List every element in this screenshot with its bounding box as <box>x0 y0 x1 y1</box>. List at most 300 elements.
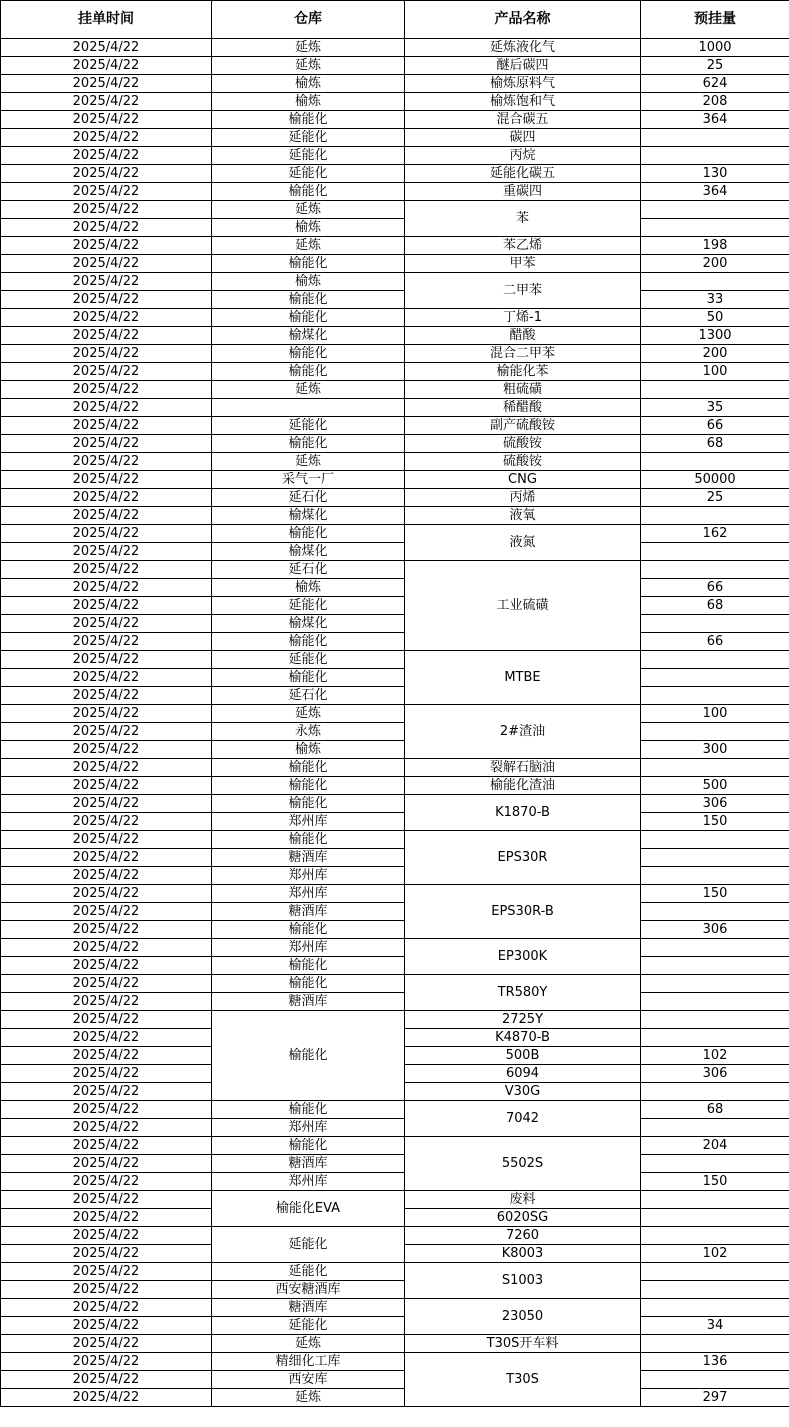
date-cell: 2025/4/22 <box>1 309 212 327</box>
quantity-cell: 136 <box>641 1353 789 1371</box>
table-row <box>1 795 789 813</box>
date-cell: 2025/4/22 <box>1 1047 212 1065</box>
date-cell: 2025/4/22 <box>1 1065 212 1083</box>
table-row <box>1 669 789 687</box>
product-cell: 醋酸 <box>405 327 641 345</box>
table-row <box>1 237 789 255</box>
product-cell: 榆能化渣油 <box>405 777 641 795</box>
date-cell: 2025/4/22 <box>1 183 212 201</box>
table-row <box>1 1227 789 1245</box>
date-cell: 2025/4/22 <box>1 1011 212 1029</box>
date-cell: 2025/4/22 <box>1 273 212 291</box>
product-cell: EPS30R <box>405 831 641 885</box>
quantity-cell: 162 <box>641 525 789 543</box>
table-row <box>1 1263 789 1281</box>
date-cell: 2025/4/22 <box>1 741 212 759</box>
quantity-cell: 33 <box>641 291 789 309</box>
table-row <box>1 561 789 579</box>
date-cell: 2025/4/22 <box>1 615 212 633</box>
date-cell: 2025/4/22 <box>1 651 212 669</box>
table-row <box>1 489 789 507</box>
header-quantity: 预挂量 <box>641 1 789 39</box>
table-row <box>1 1173 789 1191</box>
product-cell: 2#渣油 <box>405 705 641 759</box>
product-cell: EPS30R-B <box>405 885 641 939</box>
date-cell: 2025/4/22 <box>1 1083 212 1101</box>
warehouse-cell: 郑州库 <box>212 1119 405 1137</box>
warehouse-cell: 西安糖酒库 <box>212 1281 405 1299</box>
warehouse-cell: 榆能化 <box>212 1137 405 1155</box>
quantity-cell <box>641 453 789 471</box>
table-row <box>1 201 789 219</box>
quantity-cell: 208 <box>641 93 789 111</box>
date-cell: 2025/4/22 <box>1 759 212 777</box>
quantity-cell: 500 <box>641 777 789 795</box>
table-row <box>1 1101 789 1119</box>
table-row <box>1 1389 789 1407</box>
quantity-cell: 306 <box>641 921 789 939</box>
quantity-cell: 68 <box>641 435 789 453</box>
warehouse-cell: 榆能化 <box>212 975 405 993</box>
date-cell: 2025/4/22 <box>1 489 212 507</box>
quantity-cell: 100 <box>641 363 789 381</box>
date-cell: 2025/4/22 <box>1 129 212 147</box>
table-row <box>1 705 789 723</box>
warehouse-cell: 延能化 <box>212 1317 405 1335</box>
warehouse-cell: 榆炼 <box>212 579 405 597</box>
table-row <box>1 417 789 435</box>
product-cell: T30S开车料 <box>405 1335 641 1353</box>
quantity-cell <box>641 1281 789 1299</box>
table-row <box>1 939 789 957</box>
quantity-cell: 66 <box>641 579 789 597</box>
warehouse-cell: 延炼 <box>212 237 405 255</box>
quantity-cell <box>641 957 789 975</box>
date-cell: 2025/4/22 <box>1 867 212 885</box>
product-cell: 废料 <box>405 1191 641 1209</box>
quantity-cell <box>641 867 789 885</box>
table-row <box>1 57 789 75</box>
warehouse-cell: 延能化 <box>212 147 405 165</box>
date-cell: 2025/4/22 <box>1 1209 212 1227</box>
warehouse-cell: 延能化 <box>212 165 405 183</box>
table-row <box>1 957 789 975</box>
quantity-cell: 25 <box>641 57 789 75</box>
quantity-cell: 34 <box>641 1317 789 1335</box>
table-row <box>1 147 789 165</box>
table-row <box>1 1335 789 1353</box>
date-cell: 2025/4/22 <box>1 1353 212 1371</box>
table-row <box>1 309 789 327</box>
date-cell: 2025/4/22 <box>1 327 212 345</box>
date-cell: 2025/4/22 <box>1 1281 212 1299</box>
product-cell: 5502S <box>405 1137 641 1191</box>
quantity-cell: 66 <box>641 417 789 435</box>
warehouse-cell: 榆能化 <box>212 921 405 939</box>
product-cell: 醚后碳四 <box>405 57 641 75</box>
header-row <box>1 1 789 39</box>
product-cell: 500B <box>405 1047 641 1065</box>
warehouse-cell: 延炼 <box>212 1389 405 1407</box>
warehouse-cell: 榆能化 <box>212 435 405 453</box>
product-cell: 6020SG <box>405 1209 641 1227</box>
table-row <box>1 1281 789 1299</box>
warehouse-cell: 延能化 <box>212 1227 405 1263</box>
date-cell: 2025/4/22 <box>1 921 212 939</box>
quantity-cell <box>641 1011 789 1029</box>
quantity-cell: 150 <box>641 885 789 903</box>
date-cell: 2025/4/22 <box>1 1299 212 1317</box>
warehouse-cell: 延能化 <box>212 129 405 147</box>
table-row <box>1 471 789 489</box>
table-row <box>1 93 789 111</box>
date-cell: 2025/4/22 <box>1 723 212 741</box>
date-cell: 2025/4/22 <box>1 75 212 93</box>
quantity-cell: 130 <box>641 165 789 183</box>
product-cell: 稀醋酸 <box>405 399 641 417</box>
table-row <box>1 651 789 669</box>
warehouse-cell: 榆能化 <box>212 345 405 363</box>
quantity-cell <box>641 561 789 579</box>
warehouse-cell: 郑州库 <box>212 939 405 957</box>
warehouse-cell: 榆煤化 <box>212 507 405 525</box>
quantity-cell <box>641 1083 789 1101</box>
warehouse-cell: 郑州库 <box>212 1173 405 1191</box>
table-row <box>1 1011 789 1029</box>
header-date: 挂单时间 <box>1 1 212 39</box>
date-cell: 2025/4/22 <box>1 1263 212 1281</box>
warehouse-cell: 糖酒库 <box>212 1155 405 1173</box>
date-cell: 2025/4/22 <box>1 201 212 219</box>
product-cell: 7260 <box>405 1227 641 1245</box>
product-cell: 工业硫磺 <box>405 561 641 651</box>
quantity-cell: 150 <box>641 813 789 831</box>
quantity-cell <box>641 1335 789 1353</box>
table-row <box>1 1155 789 1173</box>
product-cell: S1003 <box>405 1263 641 1299</box>
warehouse-cell: 延炼 <box>212 39 405 57</box>
product-cell: 混合二甲苯 <box>405 345 641 363</box>
table-row <box>1 129 789 147</box>
date-cell: 2025/4/22 <box>1 1317 212 1335</box>
warehouse-cell: 郑州库 <box>212 813 405 831</box>
quantity-cell <box>641 1191 789 1209</box>
table-row <box>1 813 789 831</box>
date-cell: 2025/4/22 <box>1 255 212 273</box>
table-row <box>1 435 789 453</box>
quantity-cell <box>641 1371 789 1389</box>
warehouse-cell: 榆能化 <box>212 1101 405 1119</box>
quantity-cell: 68 <box>641 597 789 615</box>
warehouse-cell: 永炼 <box>212 723 405 741</box>
date-cell: 2025/4/22 <box>1 1227 212 1245</box>
quantity-cell <box>641 651 789 669</box>
table-row <box>1 111 789 129</box>
quantity-cell <box>641 273 789 291</box>
date-cell: 2025/4/22 <box>1 471 212 489</box>
quantity-cell: 50 <box>641 309 789 327</box>
quantity-cell <box>641 1263 789 1281</box>
warehouse-cell: 采气一厂 <box>212 471 405 489</box>
warehouse-cell: 榆能化 <box>212 111 405 129</box>
quantity-cell: 200 <box>641 345 789 363</box>
warehouse-cell: 榆能化 <box>212 363 405 381</box>
quantity-cell: 204 <box>641 1137 789 1155</box>
date-cell: 2025/4/22 <box>1 993 212 1011</box>
date-cell: 2025/4/22 <box>1 579 212 597</box>
table-row <box>1 255 789 273</box>
quantity-cell <box>641 1209 789 1227</box>
table-row <box>1 903 789 921</box>
warehouse-cell: 糖酒库 <box>212 1299 405 1317</box>
quantity-cell <box>641 507 789 525</box>
warehouse-cell: 延炼 <box>212 381 405 399</box>
date-cell: 2025/4/22 <box>1 975 212 993</box>
table-row <box>1 363 789 381</box>
date-cell: 2025/4/22 <box>1 345 212 363</box>
quantity-cell: 297 <box>641 1389 789 1407</box>
warehouse-cell: 榆能化 <box>212 633 405 651</box>
quantity-cell <box>641 147 789 165</box>
table-row <box>1 543 789 561</box>
warehouse-cell: 延石化 <box>212 561 405 579</box>
date-cell: 2025/4/22 <box>1 507 212 525</box>
product-cell: T30S <box>405 1353 641 1407</box>
table-row <box>1 165 789 183</box>
date-cell: 2025/4/22 <box>1 453 212 471</box>
quantity-cell: 102 <box>641 1047 789 1065</box>
product-cell: V30G <box>405 1083 641 1101</box>
quantity-cell: 25 <box>641 489 789 507</box>
warehouse-cell: 郑州库 <box>212 867 405 885</box>
date-cell: 2025/4/22 <box>1 1191 212 1209</box>
warehouse-cell: 延石化 <box>212 687 405 705</box>
quantity-cell: 102 <box>641 1245 789 1263</box>
product-cell: 硫酸铵 <box>405 453 641 471</box>
date-cell: 2025/4/22 <box>1 399 212 417</box>
table-row <box>1 453 789 471</box>
product-cell: CNG <box>405 471 641 489</box>
product-cell: MTBE <box>405 651 641 705</box>
warehouse-cell: 糖酒库 <box>212 903 405 921</box>
quantity-cell <box>641 1029 789 1047</box>
date-cell: 2025/4/22 <box>1 1245 212 1263</box>
date-cell: 2025/4/22 <box>1 1101 212 1119</box>
table-row <box>1 993 789 1011</box>
date-cell: 2025/4/22 <box>1 1173 212 1191</box>
product-cell: 丙烯 <box>405 489 641 507</box>
table-row <box>1 1353 789 1371</box>
date-cell: 2025/4/22 <box>1 165 212 183</box>
table-row <box>1 39 789 57</box>
quantity-cell: 364 <box>641 183 789 201</box>
date-cell: 2025/4/22 <box>1 435 212 453</box>
date-cell: 2025/4/22 <box>1 1119 212 1137</box>
quantity-cell <box>641 849 789 867</box>
date-cell: 2025/4/22 <box>1 417 212 435</box>
date-cell: 2025/4/22 <box>1 39 212 57</box>
quantity-cell: 68 <box>641 1101 789 1119</box>
warehouse-cell: 榆能化 <box>212 831 405 849</box>
quantity-cell: 1300 <box>641 327 789 345</box>
table-row <box>1 183 789 201</box>
table-row <box>1 633 789 651</box>
table-row <box>1 597 789 615</box>
warehouse-cell: 延能化 <box>212 597 405 615</box>
quantity-cell: 100 <box>641 705 789 723</box>
warehouse-cell: 糖酒库 <box>212 993 405 1011</box>
table-body <box>1 39 789 1407</box>
date-cell: 2025/4/22 <box>1 849 212 867</box>
product-cell: 苯 <box>405 201 641 237</box>
date-cell: 2025/4/22 <box>1 237 212 255</box>
quantity-cell: 198 <box>641 237 789 255</box>
date-cell: 2025/4/22 <box>1 831 212 849</box>
product-cell: 裂解石脑油 <box>405 759 641 777</box>
product-cell: 重碳四 <box>405 183 641 201</box>
product-cell: 榆能化苯 <box>405 363 641 381</box>
table-row <box>1 1137 789 1155</box>
warehouse-cell: 延炼 <box>212 453 405 471</box>
date-cell: 2025/4/22 <box>1 1137 212 1155</box>
table-row <box>1 273 789 291</box>
quantity-cell <box>641 759 789 777</box>
date-cell: 2025/4/22 <box>1 291 212 309</box>
warehouse-cell: 榆能化 <box>212 777 405 795</box>
header-product: 产品名称 <box>405 1 641 39</box>
product-cell: 副产硫酸铵 <box>405 417 641 435</box>
quantity-cell <box>641 1299 789 1317</box>
quantity-cell <box>641 1227 789 1245</box>
product-cell: 混合碳五 <box>405 111 641 129</box>
warehouse-cell: 延炼 <box>212 57 405 75</box>
warehouse-cell: 榆能化 <box>212 309 405 327</box>
date-cell: 2025/4/22 <box>1 885 212 903</box>
quantity-cell: 306 <box>641 1065 789 1083</box>
quantity-cell: 200 <box>641 255 789 273</box>
table-row <box>1 1119 789 1137</box>
date-cell: 2025/4/22 <box>1 903 212 921</box>
quantity-cell <box>641 975 789 993</box>
table-row <box>1 741 789 759</box>
warehouse-cell: 榆能化 <box>212 795 405 813</box>
warehouse-cell: 榆能化 <box>212 1011 405 1101</box>
warehouse-cell: 榆煤化 <box>212 615 405 633</box>
date-cell: 2025/4/22 <box>1 669 212 687</box>
table-row <box>1 777 789 795</box>
quantity-cell <box>641 381 789 399</box>
warehouse-cell: 西安库 <box>212 1371 405 1389</box>
table-row <box>1 525 789 543</box>
warehouse-cell: 榆能化 <box>212 525 405 543</box>
date-cell: 2025/4/22 <box>1 813 212 831</box>
table-row <box>1 921 789 939</box>
warehouse-cell: 榆炼 <box>212 93 405 111</box>
table-row <box>1 1371 789 1389</box>
product-cell: EP300K <box>405 939 641 975</box>
warehouse-cell: 延石化 <box>212 489 405 507</box>
quantity-cell <box>641 1155 789 1173</box>
quantity-cell: 50000 <box>641 471 789 489</box>
quantity-cell <box>641 1119 789 1137</box>
warehouse-cell: 榆能化 <box>212 255 405 273</box>
date-cell: 2025/4/22 <box>1 561 212 579</box>
product-cell: 液氧 <box>405 507 641 525</box>
table-row <box>1 75 789 93</box>
quantity-cell <box>641 201 789 219</box>
table-row <box>1 885 789 903</box>
date-cell: 2025/4/22 <box>1 93 212 111</box>
quantity-cell <box>641 543 789 561</box>
product-cell: K1870-B <box>405 795 641 831</box>
date-cell: 2025/4/22 <box>1 777 212 795</box>
warehouse-cell: 榆炼 <box>212 75 405 93</box>
product-cell: 丙烷 <box>405 147 641 165</box>
date-cell: 2025/4/22 <box>1 219 212 237</box>
warehouse-cell: 榆能化EVA <box>212 1191 405 1227</box>
date-cell: 2025/4/22 <box>1 1371 212 1389</box>
warehouse-cell: 榆能化 <box>212 759 405 777</box>
date-cell: 2025/4/22 <box>1 939 212 957</box>
warehouse-cell: 延能化 <box>212 651 405 669</box>
warehouse-cell: 榆能化 <box>212 957 405 975</box>
product-cell: 榆炼原料气 <box>405 75 641 93</box>
warehouse-cell <box>212 399 405 417</box>
product-cell: 延能化碳五 <box>405 165 641 183</box>
warehouse-cell: 榆炼 <box>212 219 405 237</box>
date-cell: 2025/4/22 <box>1 525 212 543</box>
warehouse-cell: 榆煤化 <box>212 327 405 345</box>
product-cell: 液氮 <box>405 525 641 561</box>
date-cell: 2025/4/22 <box>1 147 212 165</box>
quantity-cell <box>641 615 789 633</box>
warehouse-cell: 榆炼 <box>212 273 405 291</box>
warehouse-cell: 榆能化 <box>212 291 405 309</box>
date-cell: 2025/4/22 <box>1 705 212 723</box>
warehouse-cell: 榆煤化 <box>212 543 405 561</box>
quantity-cell: 35 <box>641 399 789 417</box>
warehouse-cell: 延炼 <box>212 201 405 219</box>
warehouse-cell: 延炼 <box>212 1335 405 1353</box>
table-row <box>1 507 789 525</box>
table-row <box>1 831 789 849</box>
quantity-cell <box>641 669 789 687</box>
warehouse-cell: 榆炼 <box>212 741 405 759</box>
table-row <box>1 687 789 705</box>
date-cell: 2025/4/22 <box>1 111 212 129</box>
quantity-cell: 1000 <box>641 39 789 57</box>
date-cell: 2025/4/22 <box>1 687 212 705</box>
date-cell: 2025/4/22 <box>1 57 212 75</box>
quantity-cell: 624 <box>641 75 789 93</box>
product-cell: 硫酸铵 <box>405 435 641 453</box>
table-row <box>1 723 789 741</box>
date-cell: 2025/4/22 <box>1 381 212 399</box>
quantity-cell <box>641 939 789 957</box>
product-cell: 碳四 <box>405 129 641 147</box>
warehouse-cell: 延炼 <box>212 705 405 723</box>
quantity-cell <box>641 219 789 237</box>
table-row <box>1 615 789 633</box>
quantity-cell: 364 <box>641 111 789 129</box>
warehouse-cell: 糖酒库 <box>212 849 405 867</box>
product-cell: TR580Y <box>405 975 641 1011</box>
table-row <box>1 345 789 363</box>
quantity-cell: 306 <box>641 795 789 813</box>
product-cell: 2725Y <box>405 1011 641 1029</box>
product-cell: 甲苯 <box>405 255 641 273</box>
quantity-cell <box>641 723 789 741</box>
